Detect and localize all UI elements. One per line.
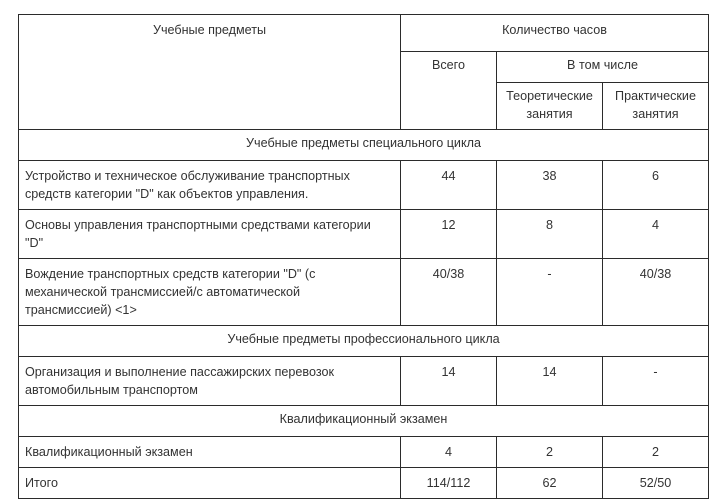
row-theory: 38	[497, 161, 603, 210]
row-total: 44	[401, 161, 497, 210]
table-row	[19, 437, 709, 468]
row-practice: 40/38	[603, 259, 709, 326]
table-row	[19, 210, 709, 259]
table-row	[19, 357, 709, 406]
section-special: Учебные предметы специального цикла	[19, 130, 709, 161]
header-theory: Теоретические занятия	[497, 83, 603, 130]
row-name: Вождение транспортных средств категории "D" (с механической трансмиссией/с автоматической трансмиссией) <1>	[19, 259, 401, 326]
row-theory: 2	[497, 437, 603, 468]
table-row	[19, 468, 709, 499]
row-total: 4	[401, 437, 497, 468]
hours-table	[18, 14, 709, 499]
row-total: 14	[401, 357, 497, 406]
row-theory: 14	[497, 357, 603, 406]
row-total: 40/38	[401, 259, 497, 326]
row-name: Итого	[19, 468, 401, 499]
section-professional: Учебные предметы профессионального цикла	[19, 326, 709, 357]
header-subjects: Учебные предметы	[19, 15, 401, 130]
row-theory: 8	[497, 210, 603, 259]
row-practice: -	[603, 357, 709, 406]
row-theory: 62	[497, 468, 603, 499]
header-including: В том числе	[497, 52, 709, 83]
row-practice: 2	[603, 437, 709, 468]
row-name: Организация и выполнение пассажирских перевозок автомобильным транспортом	[19, 357, 401, 406]
row-total: 12	[401, 210, 497, 259]
row-name: Квалификационный экзамен	[19, 437, 401, 468]
row-name: Устройство и техническое обслуживание транспортных средств категории "D" как объектов управления.	[19, 161, 401, 210]
section-exam: Квалификационный экзамен	[19, 406, 709, 437]
row-total: 114/112	[401, 468, 497, 499]
header-hours: Количество часов	[401, 15, 709, 52]
table-row	[19, 161, 709, 210]
row-practice: 52/50	[603, 468, 709, 499]
header-practice: Практические занятия	[603, 83, 709, 130]
row-practice: 6	[603, 161, 709, 210]
row-name: Основы управления транспортными средствами категории "D"	[19, 210, 401, 259]
row-theory: -	[497, 259, 603, 326]
header-total: Всего	[401, 52, 497, 130]
row-practice: 4	[603, 210, 709, 259]
table-row	[19, 259, 709, 326]
